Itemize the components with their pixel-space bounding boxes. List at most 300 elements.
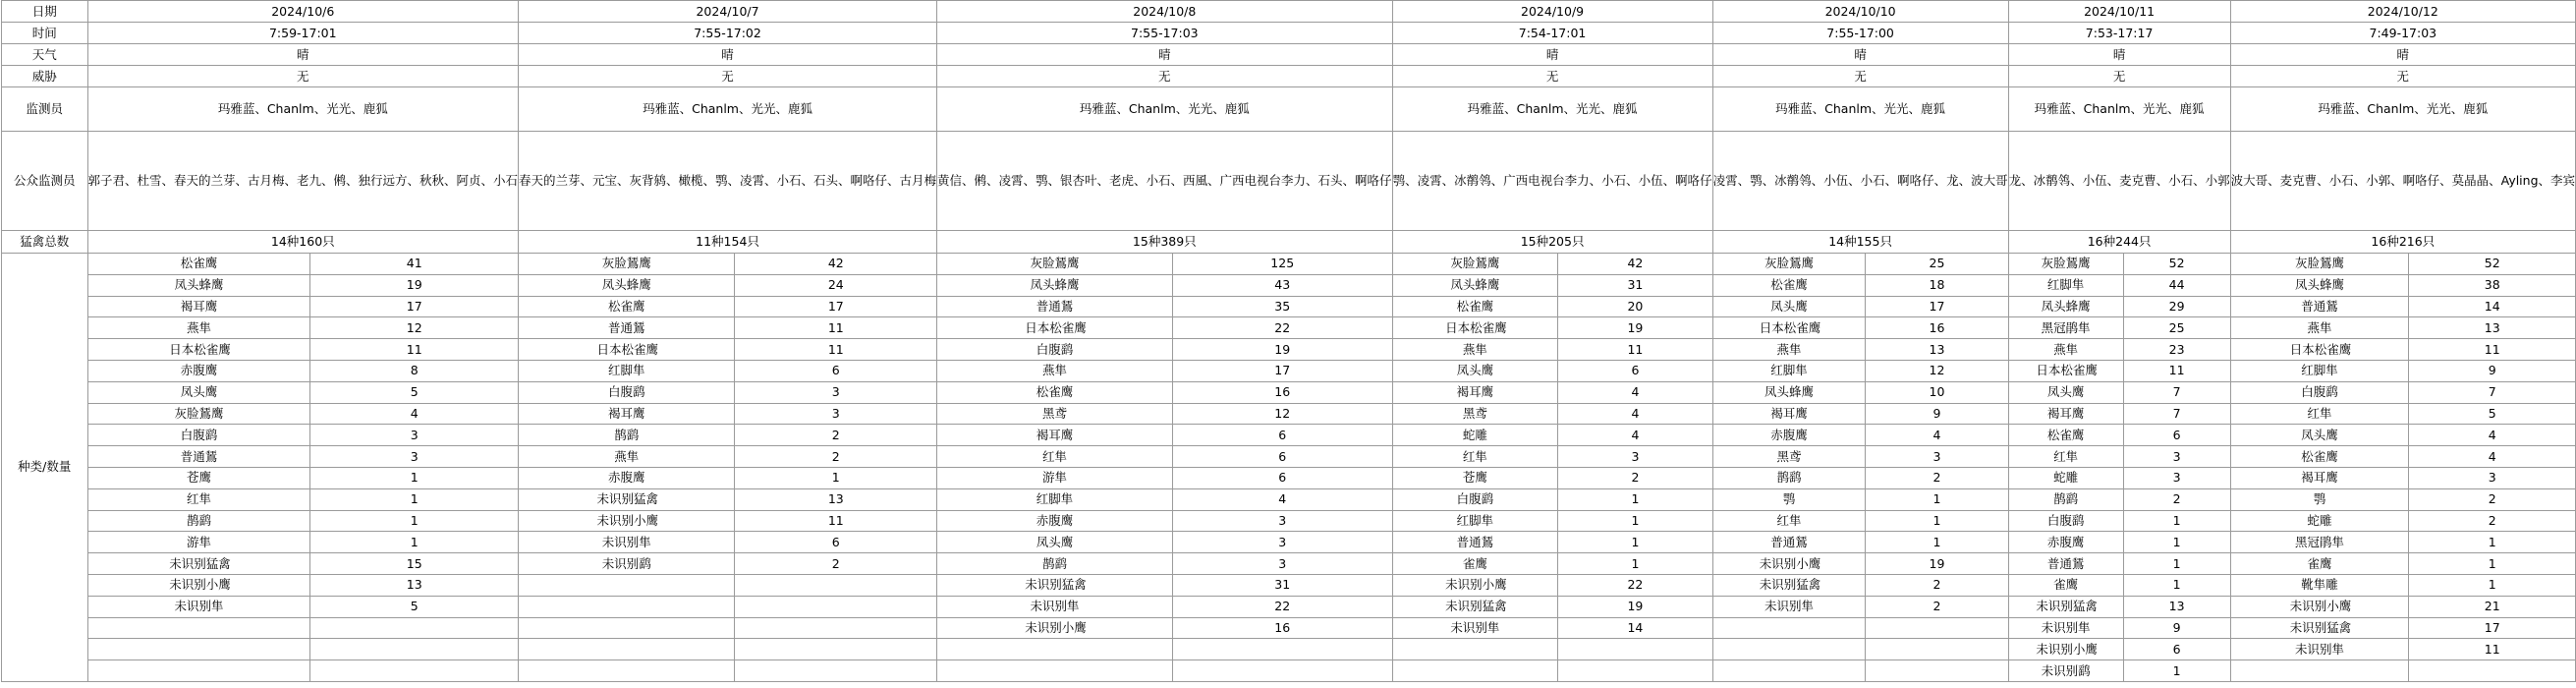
species-count-cell[interactable]: 11: [2409, 639, 2576, 660]
day-threat-cell[interactable]: 无: [2230, 66, 2575, 87]
species-name-cell[interactable]: [87, 639, 310, 660]
species-count-cell[interactable]: 7: [2409, 381, 2576, 403]
species-count-cell[interactable]: 2: [2123, 488, 2230, 510]
day-time-cell[interactable]: 7:59-17:01: [87, 23, 519, 44]
species-name-cell[interactable]: 黑鸢: [937, 403, 1173, 425]
day-time-cell[interactable]: 7:53-17:17: [2008, 23, 2230, 44]
species-count-cell[interactable]: 3: [310, 425, 519, 446]
species-count-cell[interactable]: 5: [310, 381, 519, 403]
species-count-cell[interactable]: 1: [1866, 532, 2008, 553]
species-count-cell[interactable]: [1866, 660, 2008, 682]
species-count-cell[interactable]: 1: [2123, 553, 2230, 575]
species-name-cell[interactable]: 游隼: [87, 532, 310, 553]
species-name-cell[interactable]: 普通鵟: [87, 446, 310, 468]
species-name-cell[interactable]: 靴隼雕: [2230, 574, 2409, 596]
day-threat-cell[interactable]: 无: [1392, 66, 1712, 87]
species-name-cell[interactable]: 松雀鹰: [519, 296, 735, 317]
species-name-cell[interactable]: 未识别鹞: [2008, 660, 2123, 682]
species-name-cell[interactable]: 灰脸鵟鹰: [2008, 254, 2123, 275]
species-name-cell[interactable]: 凤头蜂鹰: [1712, 381, 1866, 403]
species-count-cell[interactable]: 4: [1172, 488, 1392, 510]
species-count-cell[interactable]: 6: [2123, 425, 2230, 446]
species-count-cell[interactable]: 1: [2409, 532, 2576, 553]
species-count-cell[interactable]: 25: [2123, 317, 2230, 339]
species-count-cell[interactable]: 1: [2409, 553, 2576, 575]
species-name-cell[interactable]: 普通鵟: [937, 296, 1173, 317]
day-total-cell[interactable]: 16种216只: [2230, 231, 2575, 254]
species-count-cell[interactable]: 1: [310, 467, 519, 488]
species-name-cell[interactable]: [937, 639, 1173, 660]
species-name-cell[interactable]: 凤头鹰: [1712, 296, 1866, 317]
species-name-cell[interactable]: 鹗: [2230, 488, 2409, 510]
species-count-cell[interactable]: 3: [310, 446, 519, 468]
species-name-cell[interactable]: 褐耳鹰: [937, 425, 1173, 446]
day-monitors-cell[interactable]: 玛雅蓝、Chanlm、光光、鹿狐: [937, 87, 1393, 132]
species-name-cell[interactable]: 灰脸鵟鹰: [1392, 254, 1558, 275]
species-name-cell[interactable]: 红隼: [1392, 446, 1558, 468]
species-name-cell[interactable]: 松雀鹰: [937, 381, 1173, 403]
species-name-cell[interactable]: 蛇雕: [2008, 467, 2123, 488]
species-name-cell[interactable]: [1712, 617, 1866, 639]
species-count-cell[interactable]: 17: [310, 296, 519, 317]
species-name-cell[interactable]: [1712, 639, 1866, 660]
species-name-cell[interactable]: 未识别小鹰: [87, 574, 310, 596]
species-name-cell[interactable]: [519, 639, 735, 660]
species-name-cell[interactable]: 燕隼: [937, 360, 1173, 381]
species-count-cell[interactable]: 6: [1172, 425, 1392, 446]
species-name-cell[interactable]: [1712, 660, 1866, 682]
day-public-cell[interactable]: 凌霄、鹗、冰鹡鸰、小伍、小石、啊咯仔、龙、波大哥: [1712, 132, 2008, 231]
species-name-cell[interactable]: 凤头蜂鹰: [2230, 274, 2409, 296]
species-count-cell[interactable]: 1: [1558, 553, 1712, 575]
species-count-cell[interactable]: 1: [1866, 510, 2008, 532]
species-name-cell[interactable]: 松雀鹰: [2008, 425, 2123, 446]
row-label-time[interactable]: 时间: [2, 23, 88, 44]
row-label-monitors[interactable]: 监测员: [2, 87, 88, 132]
species-name-cell[interactable]: 燕隼: [87, 317, 310, 339]
day-threat-cell[interactable]: 无: [519, 66, 937, 87]
species-count-cell[interactable]: [2409, 660, 2576, 682]
species-count-cell[interactable]: 17: [2409, 617, 2576, 639]
species-name-cell[interactable]: 红隼: [2008, 446, 2123, 468]
species-name-cell[interactable]: 普通鵟: [1712, 532, 1866, 553]
species-count-cell[interactable]: 3: [1866, 446, 2008, 468]
species-name-cell[interactable]: 未识别鹞: [519, 553, 735, 575]
species-name-cell[interactable]: [1392, 660, 1558, 682]
species-count-cell[interactable]: 25: [1866, 254, 2008, 275]
species-count-cell[interactable]: 14: [1558, 617, 1712, 639]
species-count-cell[interactable]: 4: [310, 403, 519, 425]
day-total-cell[interactable]: 15种205只: [1392, 231, 1712, 254]
row-label-threat[interactable]: 威胁: [2, 66, 88, 87]
day-date-cell[interactable]: 2024/10/10: [1712, 1, 2008, 23]
species-name-cell[interactable]: 红脚隼: [519, 360, 735, 381]
species-count-cell[interactable]: 3: [1172, 532, 1392, 553]
species-count-cell[interactable]: 1: [735, 467, 937, 488]
species-name-cell[interactable]: 未识别隼: [1392, 617, 1558, 639]
species-count-cell[interactable]: 38: [2409, 274, 2576, 296]
species-name-cell[interactable]: 白腹鹞: [1392, 488, 1558, 510]
species-count-cell[interactable]: 9: [1866, 403, 2008, 425]
species-count-cell[interactable]: 1: [2123, 510, 2230, 532]
species-count-cell[interactable]: 43: [1172, 274, 1392, 296]
species-count-cell[interactable]: 2: [1558, 467, 1712, 488]
species-name-cell[interactable]: 赤腹鹰: [519, 467, 735, 488]
species-name-cell[interactable]: 未识别猛禽: [937, 574, 1173, 596]
species-count-cell[interactable]: [310, 660, 519, 682]
species-name-cell[interactable]: 未识别小鹰: [1712, 553, 1866, 575]
species-name-cell[interactable]: 燕隼: [1712, 339, 1866, 361]
species-name-cell[interactable]: 日本松雀鹰: [1712, 317, 1866, 339]
species-name-cell[interactable]: 未识别猛禽: [2230, 617, 2409, 639]
day-threat-cell[interactable]: 无: [87, 66, 519, 87]
species-name-cell[interactable]: 未识别隼: [1712, 596, 1866, 617]
species-name-cell[interactable]: 红脚隼: [1712, 360, 1866, 381]
species-name-cell[interactable]: 红隼: [87, 488, 310, 510]
species-count-cell[interactable]: 6: [2123, 639, 2230, 660]
day-time-cell[interactable]: 7:55-17:00: [1712, 23, 2008, 44]
species-name-cell[interactable]: 蛇雕: [1392, 425, 1558, 446]
species-name-cell[interactable]: 黑冠鹃隼: [2230, 532, 2409, 553]
species-name-cell[interactable]: 未识别隼: [2008, 617, 2123, 639]
species-name-cell[interactable]: 凤头鹰: [2230, 425, 2409, 446]
day-date-cell[interactable]: 2024/10/8: [937, 1, 1393, 23]
species-name-cell[interactable]: 灰脸鵟鹰: [87, 403, 310, 425]
species-name-cell[interactable]: 未识别隼: [2230, 639, 2409, 660]
species-count-cell[interactable]: 19: [1172, 339, 1392, 361]
species-count-cell[interactable]: 42: [1558, 254, 1712, 275]
species-name-cell[interactable]: 褐耳鹰: [2230, 467, 2409, 488]
species-name-cell[interactable]: 凤头鹰: [87, 381, 310, 403]
species-count-cell[interactable]: 11: [735, 339, 937, 361]
day-monitors-cell[interactable]: 玛雅蓝、Chanlm、光光、鹿狐: [519, 87, 937, 132]
species-name-cell[interactable]: 白腹鹞: [937, 339, 1173, 361]
species-count-cell[interactable]: 42: [735, 254, 937, 275]
species-name-cell[interactable]: [519, 596, 735, 617]
species-name-cell[interactable]: 凤头蜂鹰: [519, 274, 735, 296]
species-name-cell[interactable]: 松雀鹰: [2230, 446, 2409, 468]
species-name-cell[interactable]: 红脚隼: [2008, 274, 2123, 296]
species-name-cell[interactable]: [87, 617, 310, 639]
species-name-cell[interactable]: 燕隼: [1392, 339, 1558, 361]
species-count-cell[interactable]: 1: [1866, 488, 2008, 510]
species-name-cell[interactable]: 白腹鹞: [2008, 510, 2123, 532]
species-name-cell[interactable]: 未识别猛禽: [87, 553, 310, 575]
species-count-cell[interactable]: 19: [1558, 317, 1712, 339]
species-count-cell[interactable]: 3: [1558, 446, 1712, 468]
day-weather-cell[interactable]: 晴: [1712, 44, 2008, 66]
species-count-cell[interactable]: 31: [1172, 574, 1392, 596]
species-count-cell[interactable]: 6: [1558, 360, 1712, 381]
species-name-cell[interactable]: 未识别猛禽: [2008, 596, 2123, 617]
species-count-cell[interactable]: 1: [2123, 660, 2230, 682]
species-name-cell[interactable]: 白腹鹞: [2230, 381, 2409, 403]
species-name-cell[interactable]: 未识别小鹰: [2230, 596, 2409, 617]
day-total-cell[interactable]: 14种155只: [1712, 231, 2008, 254]
species-count-cell[interactable]: 1: [2123, 532, 2230, 553]
species-count-cell[interactable]: 44: [2123, 274, 2230, 296]
day-monitors-cell[interactable]: 玛雅蓝、Chanlm、光光、鹿狐: [1392, 87, 1712, 132]
species-count-cell[interactable]: 1: [1558, 488, 1712, 510]
species-name-cell[interactable]: 松雀鹰: [1392, 296, 1558, 317]
species-name-cell[interactable]: 燕隼: [519, 446, 735, 468]
species-count-cell[interactable]: 4: [1558, 381, 1712, 403]
day-time-cell[interactable]: 7:55-17:03: [937, 23, 1393, 44]
species-count-cell[interactable]: 1: [310, 532, 519, 553]
species-count-cell[interactable]: [1866, 639, 2008, 660]
species-count-cell[interactable]: 17: [1866, 296, 2008, 317]
species-name-cell[interactable]: 凤头蜂鹰: [2008, 296, 2123, 317]
species-name-cell[interactable]: 灰脸鵟鹰: [2230, 254, 2409, 275]
species-count-cell[interactable]: 10: [1866, 381, 2008, 403]
species-name-cell[interactable]: 黑鸢: [1392, 403, 1558, 425]
species-count-cell[interactable]: 16: [1866, 317, 2008, 339]
species-name-cell[interactable]: 日本松雀鹰: [1392, 317, 1558, 339]
species-name-cell[interactable]: 凤头鹰: [937, 532, 1173, 553]
species-count-cell[interactable]: 2: [1866, 574, 2008, 596]
species-count-cell[interactable]: 2: [735, 425, 937, 446]
species-name-cell[interactable]: 鹊鹞: [1712, 467, 1866, 488]
species-count-cell[interactable]: 1: [310, 488, 519, 510]
species-name-cell[interactable]: 鹊鹞: [519, 425, 735, 446]
species-name-cell[interactable]: 普通鵟: [519, 317, 735, 339]
species-name-cell[interactable]: 日本松雀鹰: [87, 339, 310, 361]
species-name-cell[interactable]: 灰脸鵟鹰: [519, 254, 735, 275]
day-public-cell[interactable]: 黄信、鸺、凌霄、鹗、银杏叶、老虎、小石、西風、广西电视台李力、石头、啊咯仔: [937, 132, 1393, 231]
species-name-cell[interactable]: 松雀鹰: [87, 254, 310, 275]
day-time-cell[interactable]: 7:54-17:01: [1392, 23, 1712, 44]
species-name-cell[interactable]: [2230, 660, 2409, 682]
species-count-cell[interactable]: 11: [735, 317, 937, 339]
species-count-cell[interactable]: 17: [1172, 360, 1392, 381]
species-name-cell[interactable]: 鹊鹞: [87, 510, 310, 532]
species-name-cell[interactable]: 凤头蜂鹰: [937, 274, 1173, 296]
species-name-cell[interactable]: 凤头蜂鹰: [87, 274, 310, 296]
species-name-cell[interactable]: 红脚隼: [937, 488, 1173, 510]
species-count-cell[interactable]: 19: [1558, 596, 1712, 617]
species-count-cell[interactable]: 19: [310, 274, 519, 296]
day-weather-cell[interactable]: 晴: [87, 44, 519, 66]
species-count-cell[interactable]: 9: [2123, 617, 2230, 639]
species-name-cell[interactable]: 赤腹鹰: [87, 360, 310, 381]
species-count-cell[interactable]: 1: [1558, 510, 1712, 532]
species-count-cell[interactable]: 24: [735, 274, 937, 296]
species-count-cell[interactable]: 2: [2409, 488, 2576, 510]
row-label-species[interactable]: 种类/数量: [2, 254, 88, 682]
day-total-cell[interactable]: 16种244只: [2008, 231, 2230, 254]
species-count-cell[interactable]: 13: [2123, 596, 2230, 617]
species-name-cell[interactable]: 未识别小鹰: [1392, 574, 1558, 596]
species-count-cell[interactable]: 2: [735, 446, 937, 468]
day-public-cell[interactable]: 郭子君、杜雪、春天的兰芽、古月梅、老九、鸺、独行远方、秋秋、阿贞、小石: [87, 132, 519, 231]
species-count-cell[interactable]: 3: [735, 381, 937, 403]
species-count-cell[interactable]: 11: [1558, 339, 1712, 361]
species-name-cell[interactable]: 红脚隼: [2230, 360, 2409, 381]
species-count-cell[interactable]: 9: [2409, 360, 2576, 381]
species-name-cell[interactable]: 未识别猛禽: [1712, 574, 1866, 596]
day-date-cell[interactable]: 2024/10/6: [87, 1, 519, 23]
species-count-cell[interactable]: 12: [310, 317, 519, 339]
species-count-cell[interactable]: 20: [1558, 296, 1712, 317]
species-count-cell[interactable]: [735, 617, 937, 639]
species-count-cell[interactable]: 16: [1172, 381, 1392, 403]
species-count-cell[interactable]: 7: [2123, 403, 2230, 425]
species-count-cell[interactable]: [735, 660, 937, 682]
species-count-cell[interactable]: 8: [310, 360, 519, 381]
species-count-cell[interactable]: 6: [1172, 467, 1392, 488]
species-name-cell[interactable]: 苍鹰: [1392, 467, 1558, 488]
species-count-cell[interactable]: 3: [2409, 467, 2576, 488]
day-weather-cell[interactable]: 晴: [2008, 44, 2230, 66]
species-count-cell[interactable]: 12: [1172, 403, 1392, 425]
species-count-cell[interactable]: 18: [1866, 274, 2008, 296]
species-count-cell[interactable]: 11: [2123, 360, 2230, 381]
species-name-cell[interactable]: 红隼: [2230, 403, 2409, 425]
species-name-cell[interactable]: 鹊鹞: [2008, 488, 2123, 510]
species-name-cell[interactable]: 未识别猛禽: [1392, 596, 1558, 617]
species-count-cell[interactable]: 4: [1558, 425, 1712, 446]
species-name-cell[interactable]: 灰脸鵟鹰: [1712, 254, 1866, 275]
species-count-cell[interactable]: 41: [310, 254, 519, 275]
species-name-cell[interactable]: 褐耳鹰: [2008, 403, 2123, 425]
species-count-cell[interactable]: 2: [1866, 596, 2008, 617]
species-count-cell[interactable]: 11: [310, 339, 519, 361]
species-name-cell[interactable]: 日本松雀鹰: [519, 339, 735, 361]
species-count-cell[interactable]: 17: [735, 296, 937, 317]
species-name-cell[interactable]: [519, 574, 735, 596]
species-name-cell[interactable]: [519, 617, 735, 639]
species-count-cell[interactable]: 2: [2409, 510, 2576, 532]
species-count-cell[interactable]: 31: [1558, 274, 1712, 296]
day-public-cell[interactable]: 春天的兰芽、元宝、灰背鸫、橄榄、鹗、凌霄、小石、石头、啊咯仔、古月梅: [519, 132, 937, 231]
species-count-cell[interactable]: [735, 639, 937, 660]
species-name-cell[interactable]: 蛇雕: [2230, 510, 2409, 532]
species-name-cell[interactable]: 褐耳鹰: [519, 403, 735, 425]
species-name-cell[interactable]: 未识别隼: [87, 596, 310, 617]
day-date-cell[interactable]: 2024/10/12: [2230, 1, 2575, 23]
species-count-cell[interactable]: 23: [2123, 339, 2230, 361]
day-public-cell[interactable]: 波大哥、麦克曹、小石、小郭、啊咯仔、莫晶晶、Ayling、李宾: [2230, 132, 2575, 231]
day-threat-cell[interactable]: 无: [2008, 66, 2230, 87]
species-count-cell[interactable]: 6: [735, 532, 937, 553]
species-name-cell[interactable]: 凤头鹰: [2008, 381, 2123, 403]
day-weather-cell[interactable]: 晴: [519, 44, 937, 66]
species-count-cell[interactable]: 3: [1172, 510, 1392, 532]
day-time-cell[interactable]: 7:55-17:02: [519, 23, 937, 44]
species-count-cell[interactable]: 1: [2409, 574, 2576, 596]
species-name-cell[interactable]: 日本松雀鹰: [937, 317, 1173, 339]
species-name-cell[interactable]: 褐耳鹰: [1712, 403, 1866, 425]
species-count-cell[interactable]: 5: [2409, 403, 2576, 425]
day-public-cell[interactable]: 鹗、凌霄、冰鹡鸰、广西电视台李力、小石、小伍、啊咯仔: [1392, 132, 1712, 231]
species-count-cell[interactable]: 16: [1172, 617, 1392, 639]
species-count-cell[interactable]: 6: [1172, 446, 1392, 468]
species-name-cell[interactable]: 松雀鹰: [1712, 274, 1866, 296]
species-count-cell[interactable]: 14: [2409, 296, 2576, 317]
species-count-cell[interactable]: 22: [1172, 317, 1392, 339]
species-count-cell[interactable]: 4: [2409, 446, 2576, 468]
day-monitors-cell[interactable]: 玛雅蓝、Chanlm、光光、鹿狐: [2230, 87, 2575, 132]
species-count-cell[interactable]: [310, 639, 519, 660]
species-count-cell[interactable]: 22: [1172, 596, 1392, 617]
species-name-cell[interactable]: 红隼: [1712, 510, 1866, 532]
species-count-cell[interactable]: [1172, 639, 1392, 660]
species-name-cell[interactable]: 赤腹鹰: [937, 510, 1173, 532]
day-monitors-cell[interactable]: 玛雅蓝、Chanlm、光光、鹿狐: [2008, 87, 2230, 132]
species-name-cell[interactable]: 苍鹰: [87, 467, 310, 488]
species-name-cell[interactable]: 普通鵟: [2008, 553, 2123, 575]
species-count-cell[interactable]: [310, 617, 519, 639]
row-label-total[interactable]: 猛禽总数: [2, 231, 88, 254]
species-count-cell[interactable]: 11: [2409, 339, 2576, 361]
species-count-cell[interactable]: [735, 596, 937, 617]
day-total-cell[interactable]: 14种160只: [87, 231, 519, 254]
species-name-cell[interactable]: 日本松雀鹰: [2230, 339, 2409, 361]
species-name-cell[interactable]: 未识别隼: [937, 596, 1173, 617]
species-count-cell[interactable]: 1: [2123, 574, 2230, 596]
species-name-cell[interactable]: 未识别隼: [519, 532, 735, 553]
day-date-cell[interactable]: 2024/10/9: [1392, 1, 1712, 23]
species-count-cell[interactable]: 13: [2409, 317, 2576, 339]
species-count-cell[interactable]: 52: [2123, 254, 2230, 275]
species-count-cell[interactable]: 2: [1866, 467, 2008, 488]
species-name-cell[interactable]: 普通鵟: [2230, 296, 2409, 317]
species-name-cell[interactable]: 赤腹鹰: [2008, 532, 2123, 553]
species-name-cell[interactable]: 日本松雀鹰: [2008, 360, 2123, 381]
species-name-cell[interactable]: 灰脸鵟鹰: [937, 254, 1173, 275]
species-name-cell[interactable]: 未识别小鹰: [937, 617, 1173, 639]
species-count-cell[interactable]: 19: [1866, 553, 2008, 575]
species-count-cell[interactable]: 29: [2123, 296, 2230, 317]
species-count-cell[interactable]: 4: [2409, 425, 2576, 446]
species-name-cell[interactable]: 燕隼: [2008, 339, 2123, 361]
species-count-cell[interactable]: 4: [1866, 425, 2008, 446]
species-name-cell[interactable]: 凤头鹰: [1392, 360, 1558, 381]
species-name-cell[interactable]: [519, 660, 735, 682]
species-count-cell[interactable]: 7: [2123, 381, 2230, 403]
species-count-cell[interactable]: 125: [1172, 254, 1392, 275]
species-name-cell[interactable]: 雀鹰: [2230, 553, 2409, 575]
species-name-cell[interactable]: 燕隼: [2230, 317, 2409, 339]
day-total-cell[interactable]: 11种154只: [519, 231, 937, 254]
day-monitors-cell[interactable]: 玛雅蓝、Chanlm、光光、鹿狐: [1712, 87, 2008, 132]
species-name-cell[interactable]: 黑冠鹃隼: [2008, 317, 2123, 339]
species-count-cell[interactable]: 52: [2409, 254, 2576, 275]
species-count-cell[interactable]: 13: [1866, 339, 2008, 361]
species-name-cell[interactable]: 普通鵟: [1392, 532, 1558, 553]
species-name-cell[interactable]: 白腹鹞: [87, 425, 310, 446]
species-count-cell[interactable]: [1558, 639, 1712, 660]
species-count-cell[interactable]: 15: [310, 553, 519, 575]
species-count-cell[interactable]: 1: [310, 510, 519, 532]
day-threat-cell[interactable]: 无: [937, 66, 1393, 87]
day-time-cell[interactable]: 7:49-17:03: [2230, 23, 2575, 44]
species-count-cell[interactable]: 12: [1866, 360, 2008, 381]
species-name-cell[interactable]: 雀鹰: [2008, 574, 2123, 596]
species-name-cell[interactable]: 鹊鹞: [937, 553, 1173, 575]
species-name-cell[interactable]: 鹗: [1712, 488, 1866, 510]
species-count-cell[interactable]: [735, 574, 937, 596]
species-count-cell[interactable]: 3: [2123, 446, 2230, 468]
species-count-cell[interactable]: 1: [1558, 532, 1712, 553]
species-count-cell[interactable]: 2: [735, 553, 937, 575]
species-count-cell[interactable]: 5: [310, 596, 519, 617]
species-count-cell[interactable]: [1172, 660, 1392, 682]
species-name-cell[interactable]: 赤腹鹰: [1712, 425, 1866, 446]
species-count-cell[interactable]: 3: [1172, 553, 1392, 575]
species-count-cell[interactable]: 3: [735, 403, 937, 425]
day-weather-cell[interactable]: 晴: [937, 44, 1393, 66]
